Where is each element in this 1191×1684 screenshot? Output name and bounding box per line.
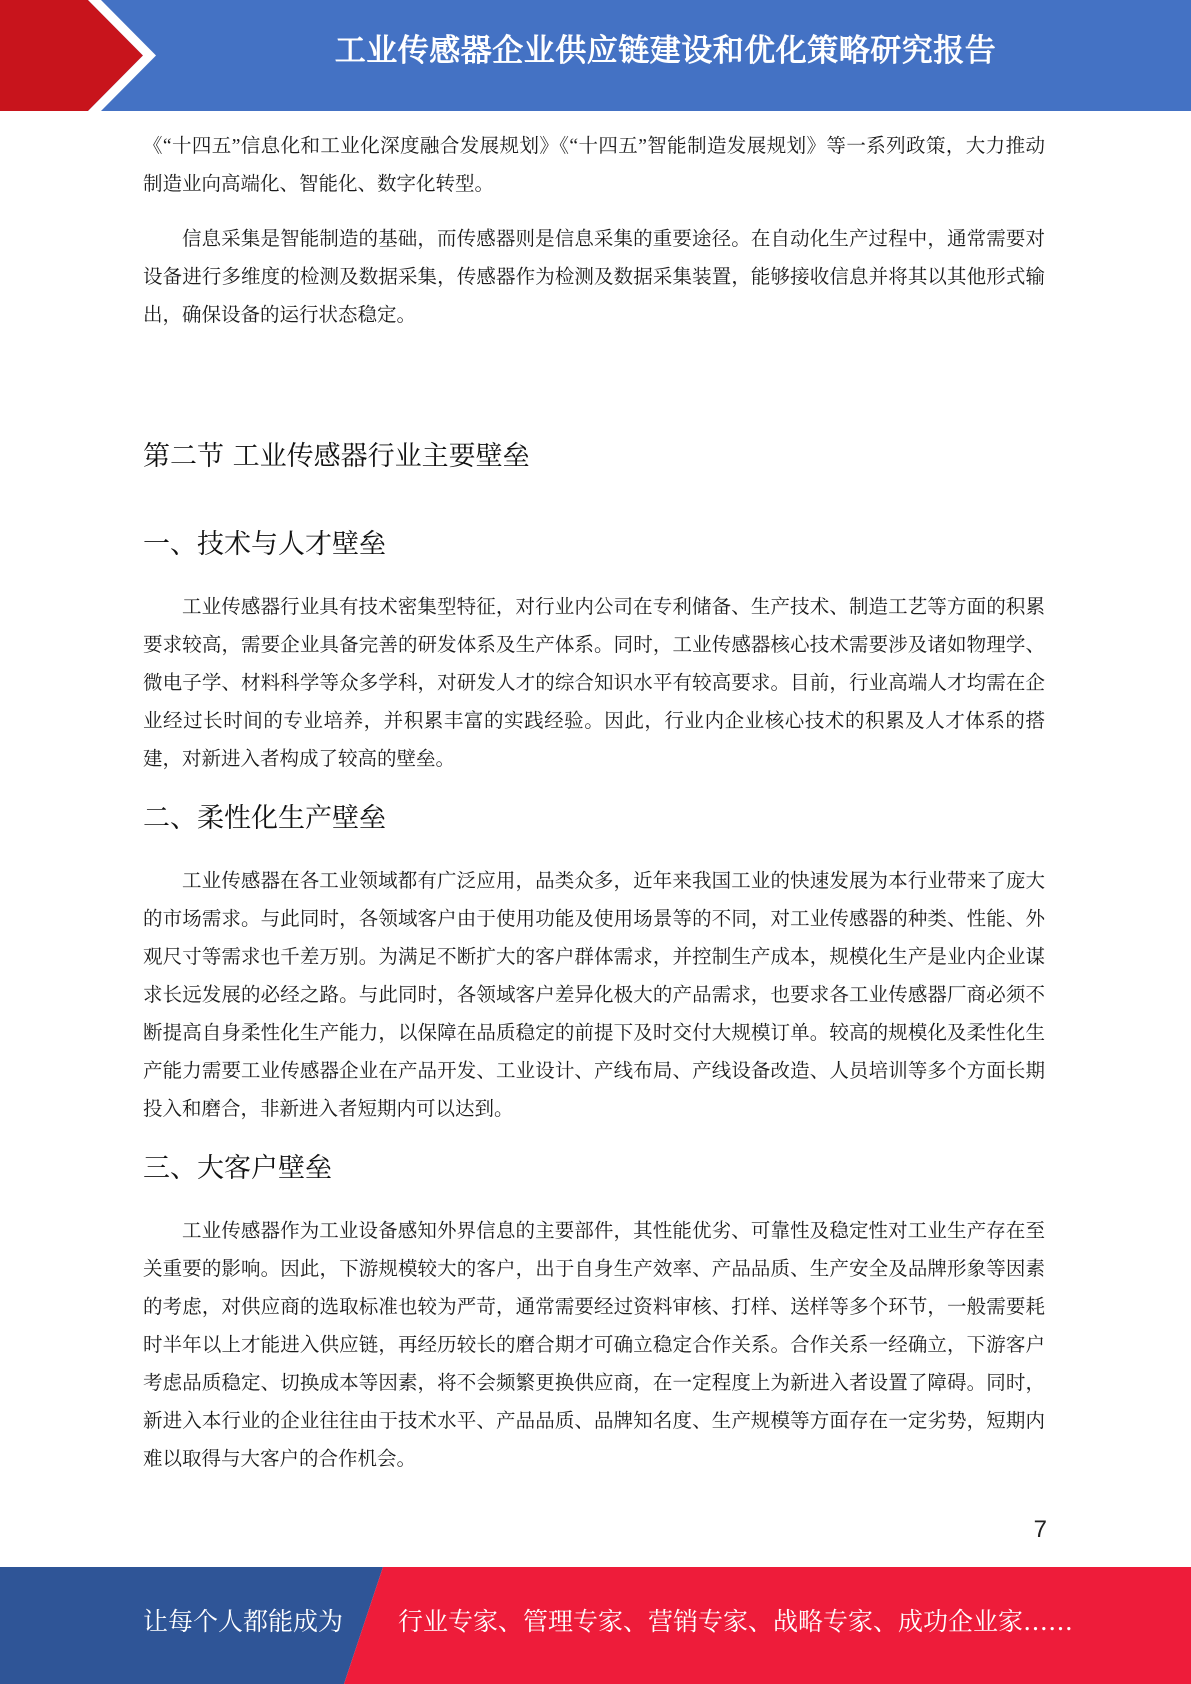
subsection-paragraph-2: 工业传感器在各工业领域都有广泛应用，品类众多，近年来我国工业的快速发展为本行业带来了庞大的市场需求。与此同时，各领域客户由于使用功能及使用场景等的不同，对工业传感器的种类、性能、外观尺寸等需求也千差万别。为满足不断扩大的客户群体需求，并控制生产成本，规模化生产是业内企业谋求长远发展的必经之路。与此同时，各领域客户差异化极大的产品需求，也要求各工业传感器厂商必须不断提高自身柔性化生产能力，以保障在品质稳定的前提下及时交付大规模订单。较高的规模化及柔性化生产能力需要工业传感器企业在产品开发、工业设计、产线布局、产线设备改造、人员培训等多个方面长期投入和磨合，非新进入者短期内可以达到。 <box>143 871 1045 1120</box>
header-arrow-graphic <box>0 0 160 111</box>
subsection-paragraph-1: 工业传感器行业具有技术密集型特征，对行业内公司在专利储备、生产技术、制造工艺等方面的积累要求较高，需要企业具备完善的研发体系及生产体系。同时，工业传感器核心技术需要涉及诸如物理学、微电子学、材料科学等众多学科，对研发人才的综合知识水平有较高要求。目前，行业高端人才均需在企业经过长时间的专业培养，并积累丰富的实践经验。因此，行业内企业核心技术的积累及人才体系的搭建，对新进入者构成了较高的壁垒。 <box>143 597 1045 770</box>
footer-slogan-left: 让每个人都能成为 <box>143 1607 344 1636</box>
intro-paragraph-1: 《“十四五”信息化和工业化深度融合发展规划》《“十四五”智能制造发展规划》等一系列政策，大力推动制造业向高端化、智能化、数字化转型。 <box>143 136 1045 195</box>
subsection-heading-2: 二、柔性化生产壁垒 <box>143 803 386 834</box>
page-header <box>0 0 1191 111</box>
subsection-heading-1: 一、技术与人才壁垒 <box>143 529 386 560</box>
footer-slogan-right: 行业专家、管理专家、营销专家、战略专家、成功企业家…… <box>398 1607 1074 1636</box>
page-number: 7 <box>1033 1516 1047 1543</box>
page-footer <box>0 1567 1191 1684</box>
subsection-paragraph-3: 工业传感器作为工业设备感知外界信息的主要部件，其性能优劣、可靠性及稳定性对工业生产存在至关重要的影响。因此，下游规模较大的客户，出于自身生产效率、产品品质、生产安全及品牌形象等因素的考虑，对供应商的选取标准也较为严苛，通常需要经过资料审核、打样、送样等多个环节，一般需要耗时半年以上才能进入供应链，再经历较长的磨合期才可确立稳定合作关系。合作关系一经确立，下游客户考虑品质稳定、切换成本等因素，将不会频繁更换供应商，在一定程度上为新进入者设置了障碍。同时，新进入本行业的企业往往由于技术水平、产品品质、品牌知名度、生产规模等方面存在一定劣势，短期内难以取得与大客户的合作机会。 <box>143 1221 1045 1470</box>
section-title: 第二节 工业传感器行业主要壁垒 <box>143 441 530 472</box>
page-content <box>143 128 1045 1496</box>
subsection-heading-3: 三、大客户壁垒 <box>143 1153 332 1184</box>
intro-paragraph-2: 信息采集是智能制造的基础，而传感器则是信息采集的重要途径。在自动化生产过程中，通常需要对设备进行多维度的检测及数据采集，传感器作为检测及数据采集装置，能够接收信息并将其以其他形式输出，确保设备的运行状态稳定。 <box>143 229 1045 326</box>
header-red-block <box>0 0 143 111</box>
report-title: 工业传感器企业供应链建设和优化策略研究报告 <box>334 33 997 69</box>
